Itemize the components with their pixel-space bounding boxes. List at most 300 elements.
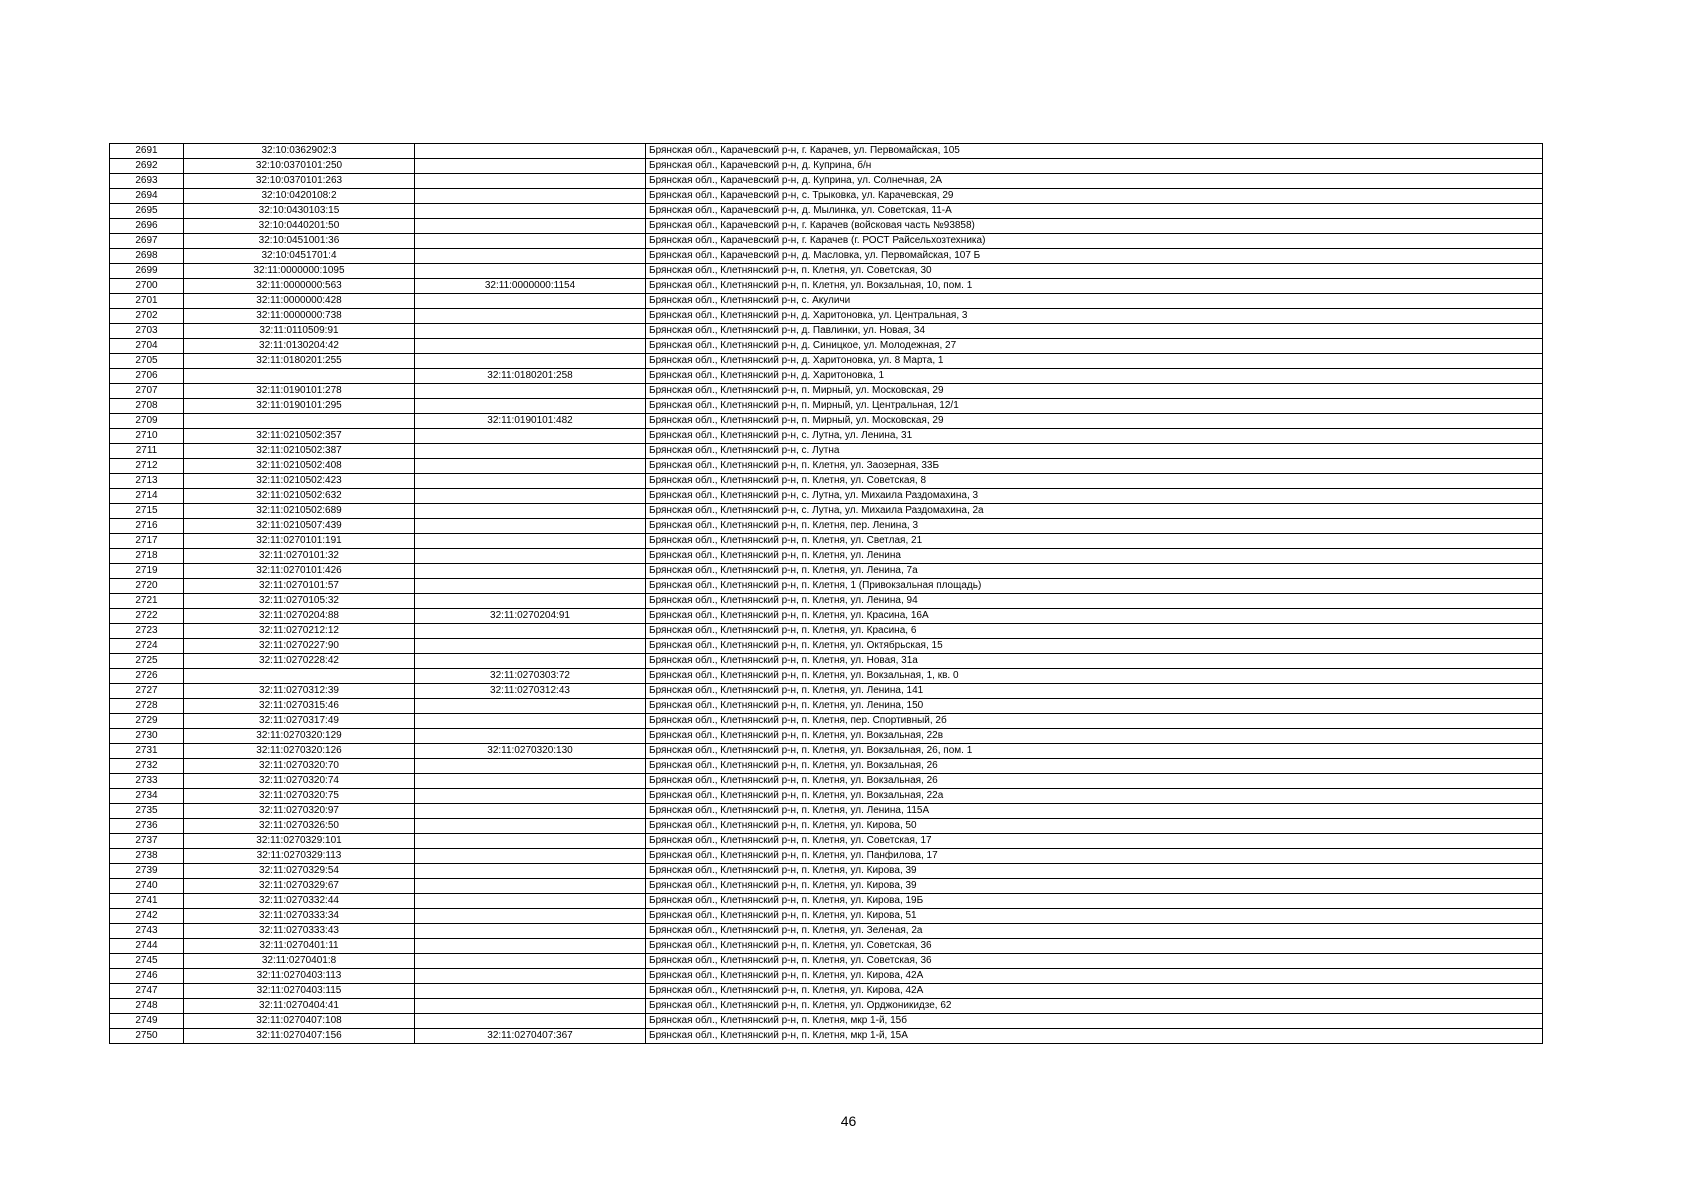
related-cadastral-number-cell (415, 954, 646, 969)
related-cadastral-number-cell (415, 894, 646, 909)
row-number-cell: 2698 (110, 249, 184, 264)
table-row (110, 504, 1543, 519)
row-number-cell: 2720 (110, 579, 184, 594)
related-cadastral-number-cell (415, 639, 646, 654)
table-row (110, 579, 1543, 594)
cadastral-number-cell: 32:10:0451001:36 (184, 234, 415, 249)
cadastral-number-cell (184, 669, 415, 684)
row-number-cell: 2694 (110, 189, 184, 204)
row-number-cell: 2692 (110, 159, 184, 174)
related-cadastral-number-cell (415, 774, 646, 789)
table-row (110, 699, 1543, 714)
cadastral-number-cell: 32:11:0270228:42 (184, 654, 415, 669)
address-cell: Брянская обл., Клетнянский р-н, п. Клетня, ул. Кирова, 42А (646, 984, 1543, 999)
cadastral-number-cell: 32:11:0180201:255 (184, 354, 415, 369)
row-number-cell: 2718 (110, 549, 184, 564)
address-cell: Брянская обл., Клетнянский р-н, д. Харитоновка, ул. Центральная, 3 (646, 309, 1543, 324)
cadastral-number-cell: 32:11:0000000:428 (184, 294, 415, 309)
related-cadastral-number-cell (415, 924, 646, 939)
related-cadastral-number-cell (415, 759, 646, 774)
address-cell: Брянская обл., Клетнянский р-н, с. Лутна, ул. Ленина, 31 (646, 429, 1543, 444)
related-cadastral-number-cell: 32:11:0180201:258 (415, 369, 646, 384)
table-row (110, 984, 1543, 999)
row-number-cell: 2748 (110, 999, 184, 1014)
related-cadastral-number-cell (415, 324, 646, 339)
related-cadastral-number-cell (415, 444, 646, 459)
row-number-cell: 2703 (110, 324, 184, 339)
address-cell: Брянская обл., Клетнянский р-н, п. Клетня, ул. Кирова, 39 (646, 879, 1543, 894)
cadastral-number-cell: 32:10:0440201:50 (184, 219, 415, 234)
cadastral-number-cell: 32:11:0270320:129 (184, 729, 415, 744)
cadastral-number-cell: 32:11:0270403:115 (184, 984, 415, 999)
related-cadastral-number-cell (415, 834, 646, 849)
table-row (110, 864, 1543, 879)
related-cadastral-number-cell (415, 624, 646, 639)
row-number-cell: 2731 (110, 744, 184, 759)
related-cadastral-number-cell (415, 234, 646, 249)
table-row (110, 234, 1543, 249)
cadastral-number-cell: 32:11:0270407:108 (184, 1014, 415, 1029)
address-cell: Брянская обл., Клетнянский р-н, п. Клетня, ул. Кирова, 19Б (646, 894, 1543, 909)
registry-table-body (110, 144, 1543, 1044)
row-number-cell: 2706 (110, 369, 184, 384)
row-number-cell: 2708 (110, 399, 184, 414)
row-number-cell: 2740 (110, 879, 184, 894)
cadastral-number-cell: 32:11:0110509:91 (184, 324, 415, 339)
table-row (110, 669, 1543, 684)
table-row (110, 249, 1543, 264)
row-number-cell: 2696 (110, 219, 184, 234)
table-row (110, 909, 1543, 924)
related-cadastral-number-cell (415, 459, 646, 474)
registry-table (109, 143, 1543, 1044)
related-cadastral-number-cell (415, 354, 646, 369)
cadastral-number-cell: 32:11:0000000:1095 (184, 264, 415, 279)
related-cadastral-number-cell (415, 594, 646, 609)
row-number-cell: 2747 (110, 984, 184, 999)
table-row (110, 489, 1543, 504)
cadastral-number-cell: 32:11:0270317:49 (184, 714, 415, 729)
row-number-cell: 2712 (110, 459, 184, 474)
table-row (110, 429, 1543, 444)
related-cadastral-number-cell (415, 909, 646, 924)
related-cadastral-number-cell (415, 564, 646, 579)
address-cell: Брянская обл., Карачевский р-н, д. Мылинка, ул. Советская, 11-А (646, 204, 1543, 219)
related-cadastral-number-cell: 32:11:0270407:367 (415, 1029, 646, 1044)
address-cell: Брянская обл., Клетнянский р-н, п. Клетня, ул. Вокзальная, 1, кв. 0 (646, 669, 1543, 684)
related-cadastral-number-cell (415, 579, 646, 594)
row-number-cell: 2745 (110, 954, 184, 969)
cadastral-number-cell: 32:11:0210502:689 (184, 504, 415, 519)
related-cadastral-number-cell (415, 399, 646, 414)
address-cell: Брянская обл., Клетнянский р-н, п. Клетня, ул. Зеленая, 2а (646, 924, 1543, 939)
row-number-cell: 2723 (110, 624, 184, 639)
row-number-cell: 2715 (110, 504, 184, 519)
cadastral-number-cell: 32:11:0270332:44 (184, 894, 415, 909)
address-cell: Брянская обл., Клетнянский р-н, п. Клетня, пер. Ленина, 3 (646, 519, 1543, 534)
cadastral-number-cell: 32:11:0270212:12 (184, 624, 415, 639)
related-cadastral-number-cell (415, 714, 646, 729)
table-row (110, 369, 1543, 384)
related-cadastral-number-cell (415, 1014, 646, 1029)
table-row (110, 549, 1543, 564)
table-row (110, 519, 1543, 534)
related-cadastral-number-cell (415, 819, 646, 834)
row-number-cell: 2713 (110, 474, 184, 489)
related-cadastral-number-cell (415, 999, 646, 1014)
cadastral-number-cell: 32:11:0270101:191 (184, 534, 415, 549)
row-number-cell: 2738 (110, 849, 184, 864)
row-number-cell: 2695 (110, 204, 184, 219)
table-row (110, 414, 1543, 429)
table-row (110, 294, 1543, 309)
table-row (110, 774, 1543, 789)
table-row (110, 564, 1543, 579)
cadastral-number-cell: 32:11:0190101:278 (184, 384, 415, 399)
row-number-cell: 2730 (110, 729, 184, 744)
related-cadastral-number-cell (415, 504, 646, 519)
cadastral-number-cell: 32:11:0270329:67 (184, 879, 415, 894)
row-number-cell: 2736 (110, 819, 184, 834)
address-cell: Брянская обл., Клетнянский р-н, п. Клетня, ул. Советская, 36 (646, 939, 1543, 954)
related-cadastral-number-cell (415, 864, 646, 879)
row-number-cell: 2702 (110, 309, 184, 324)
address-cell: Брянская обл., Клетнянский р-н, п. Клетня, ул. Красина, 6 (646, 624, 1543, 639)
address-cell: Брянская обл., Клетнянский р-н, п. Клетня, ул. Орджоникидзе, 62 (646, 999, 1543, 1014)
row-number-cell: 2717 (110, 534, 184, 549)
address-cell: Брянская обл., Клетнянский р-н, п. Клетня, ул. Вокзальная, 26 (646, 759, 1543, 774)
related-cadastral-number-cell: 32:11:0000000:1154 (415, 279, 646, 294)
related-cadastral-number-cell (415, 849, 646, 864)
row-number-cell: 2724 (110, 639, 184, 654)
cadastral-number-cell: 32:11:0270401:11 (184, 939, 415, 954)
row-number-cell: 2749 (110, 1014, 184, 1029)
address-cell: Брянская обл., Клетнянский р-н, п. Клетня, ул. Ленина, 115А (646, 804, 1543, 819)
table-row (110, 954, 1543, 969)
table-row (110, 474, 1543, 489)
related-cadastral-number-cell (415, 294, 646, 309)
table-row (110, 879, 1543, 894)
address-cell: Брянская обл., Клетнянский р-н, п. Клетня, ул. Светлая, 21 (646, 534, 1543, 549)
table-row (110, 729, 1543, 744)
address-cell: Брянская обл., Клетнянский р-н, п. Мирный, ул. Московская, 29 (646, 384, 1543, 399)
address-cell: Брянская обл., Клетнянский р-н, п. Клетня, пер. Спортивный, 2б (646, 714, 1543, 729)
related-cadastral-number-cell (415, 549, 646, 564)
address-cell: Брянская обл., Клетнянский р-н, п. Клетня, мкр 1-й, 15А (646, 1029, 1543, 1044)
row-number-cell: 2727 (110, 684, 184, 699)
row-number-cell: 2737 (110, 834, 184, 849)
cadastral-number-cell: 32:11:0270204:88 (184, 609, 415, 624)
table-row (110, 999, 1543, 1014)
related-cadastral-number-cell (415, 534, 646, 549)
cadastral-number-cell: 32:11:0270329:113 (184, 849, 415, 864)
address-cell: Брянская обл., Клетнянский р-н, п. Клетня, ул. Новая, 31а (646, 654, 1543, 669)
cadastral-number-cell: 32:11:0000000:563 (184, 279, 415, 294)
related-cadastral-number-cell (415, 189, 646, 204)
related-cadastral-number-cell (415, 729, 646, 744)
table-row (110, 459, 1543, 474)
address-cell: Брянская обл., Клетнянский р-н, п. Клетня, ул. Ленина, 150 (646, 699, 1543, 714)
address-cell: Брянская обл., Клетнянский р-н, п. Клетня, ул. Советская, 30 (646, 264, 1543, 279)
cadastral-number-cell: 32:11:0270320:126 (184, 744, 415, 759)
cadastral-number-cell: 32:11:0270101:57 (184, 579, 415, 594)
cadastral-number-cell: 32:11:0270320:97 (184, 804, 415, 819)
row-number-cell: 2719 (110, 564, 184, 579)
cadastral-number-cell: 32:11:0270333:43 (184, 924, 415, 939)
table-row (110, 384, 1543, 399)
table-row (110, 354, 1543, 369)
address-cell: Брянская обл., Клетнянский р-н, п. Клетня, ул. Вокзальная, 22а (646, 789, 1543, 804)
cadastral-number-cell: 32:11:0270333:34 (184, 909, 415, 924)
related-cadastral-number-cell (415, 309, 646, 324)
row-number-cell: 2729 (110, 714, 184, 729)
cadastral-number-cell: 32:11:0210502:387 (184, 444, 415, 459)
table-row (110, 924, 1543, 939)
row-number-cell: 2725 (110, 654, 184, 669)
table-row (110, 819, 1543, 834)
table-row (110, 309, 1543, 324)
table-row (110, 789, 1543, 804)
cadastral-number-cell: 32:11:0210502:408 (184, 459, 415, 474)
address-cell: Брянская обл., Клетнянский р-н, п. Клетня, ул. Ленина, 141 (646, 684, 1543, 699)
address-cell: Брянская обл., Карачевский р-н, д. Куприна, б/н (646, 159, 1543, 174)
row-number-cell: 2716 (110, 519, 184, 534)
cadastral-number-cell (184, 414, 415, 429)
related-cadastral-number-cell (415, 489, 646, 504)
row-number-cell: 2710 (110, 429, 184, 444)
table-row (110, 969, 1543, 984)
table-row (110, 534, 1543, 549)
cadastral-number-cell: 32:11:0270105:32 (184, 594, 415, 609)
row-number-cell: 2726 (110, 669, 184, 684)
row-number-cell: 2711 (110, 444, 184, 459)
table-row (110, 264, 1543, 279)
table-row (110, 399, 1543, 414)
row-number-cell: 2691 (110, 144, 184, 159)
table-row (110, 744, 1543, 759)
table-row (110, 144, 1543, 159)
row-number-cell: 2707 (110, 384, 184, 399)
related-cadastral-number-cell (415, 264, 646, 279)
cadastral-number-cell: 32:11:0000000:738 (184, 309, 415, 324)
row-number-cell: 2744 (110, 939, 184, 954)
cadastral-number-cell: 32:11:0210502:423 (184, 474, 415, 489)
related-cadastral-number-cell (415, 519, 646, 534)
row-number-cell: 2733 (110, 774, 184, 789)
table-row (110, 1029, 1543, 1044)
cadastral-number-cell: 32:11:0270403:113 (184, 969, 415, 984)
row-number-cell: 2701 (110, 294, 184, 309)
table-row (110, 654, 1543, 669)
address-cell: Брянская обл., Клетнянский р-н, д. Харитоновка, 1 (646, 369, 1543, 384)
related-cadastral-number-cell (415, 699, 646, 714)
related-cadastral-number-cell (415, 219, 646, 234)
row-number-cell: 2746 (110, 969, 184, 984)
row-number-cell: 2743 (110, 924, 184, 939)
table-row (110, 189, 1543, 204)
table-row (110, 324, 1543, 339)
cadastral-number-cell: 32:10:0420108:2 (184, 189, 415, 204)
row-number-cell: 2721 (110, 594, 184, 609)
row-number-cell: 2699 (110, 264, 184, 279)
cadastral-number-cell: 32:10:0451701:4 (184, 249, 415, 264)
row-number-cell: 2741 (110, 894, 184, 909)
address-cell: Брянская обл., Клетнянский р-н, д. Синицкое, ул. Молодежная, 27 (646, 339, 1543, 354)
row-number-cell: 2739 (110, 864, 184, 879)
related-cadastral-number-cell: 32:11:0270204:91 (415, 609, 646, 624)
related-cadastral-number-cell: 32:11:0270320:130 (415, 744, 646, 759)
cadastral-number-cell: 32:11:0270315:46 (184, 699, 415, 714)
address-cell: Брянская обл., Клетнянский р-н, п. Клетня, ул. Ленина (646, 549, 1543, 564)
table-row (110, 219, 1543, 234)
cadastral-number-cell: 32:11:0270320:70 (184, 759, 415, 774)
address-cell: Брянская обл., Клетнянский р-н, п. Клетня, ул. Кирова, 50 (646, 819, 1543, 834)
address-cell: Брянская обл., Клетнянский р-н, п. Клетня, 1 (Привокзальная площадь) (646, 579, 1543, 594)
cadastral-number-cell: 32:11:0270326:50 (184, 819, 415, 834)
address-cell: Брянская обл., Клетнянский р-н, п. Клетня, ул. Советская, 36 (646, 954, 1543, 969)
related-cadastral-number-cell (415, 984, 646, 999)
cadastral-number-cell: 32:11:0190101:295 (184, 399, 415, 414)
row-number-cell: 2700 (110, 279, 184, 294)
table-row (110, 279, 1543, 294)
table-row (110, 159, 1543, 174)
address-cell: Брянская обл., Карачевский р-н, д. Масловка, ул. Первомайская, 107 Б (646, 249, 1543, 264)
table-row (110, 639, 1543, 654)
cadastral-number-cell: 32:11:0270312:39 (184, 684, 415, 699)
address-cell: Брянская обл., Клетнянский р-н, п. Клетня, ул. Вокзальная, 26 (646, 774, 1543, 789)
table-row (110, 894, 1543, 909)
related-cadastral-number-cell: 32:11:0270312:43 (415, 684, 646, 699)
table-row (110, 594, 1543, 609)
related-cadastral-number-cell (415, 789, 646, 804)
row-number-cell: 2732 (110, 759, 184, 774)
address-cell: Брянская обл., Карачевский р-н, с. Трыковка, ул. Карачевская, 29 (646, 189, 1543, 204)
related-cadastral-number-cell (415, 339, 646, 354)
table-row (110, 1014, 1543, 1029)
cadastral-number-cell: 32:10:0370101:250 (184, 159, 415, 174)
row-number-cell: 2704 (110, 339, 184, 354)
related-cadastral-number-cell (415, 654, 646, 669)
related-cadastral-number-cell (415, 879, 646, 894)
row-number-cell: 2709 (110, 414, 184, 429)
address-cell: Брянская обл., Клетнянский р-н, п. Клетня, ул. Вокзальная, 22в (646, 729, 1543, 744)
related-cadastral-number-cell (415, 249, 646, 264)
address-cell: Брянская обл., Клетнянский р-н, п. Клетня, ул. Панфилова, 17 (646, 849, 1543, 864)
address-cell: Брянская обл., Карачевский р-н, г. Карачев (войсковая часть №93858) (646, 219, 1543, 234)
address-cell: Брянская обл., Клетнянский р-н, п. Мирный, ул. Московская, 29 (646, 414, 1543, 429)
address-cell: Брянская обл., Клетнянский р-н, п. Клетня, ул. Заозерная, 33Б (646, 459, 1543, 474)
table-row (110, 939, 1543, 954)
address-cell: Брянская обл., Клетнянский р-н, п. Клетня, ул. Кирова, 51 (646, 909, 1543, 924)
related-cadastral-number-cell: 32:11:0190101:482 (415, 414, 646, 429)
row-number-cell: 2705 (110, 354, 184, 369)
cadastral-number-cell: 32:11:0210507:439 (184, 519, 415, 534)
cadastral-number-cell (184, 369, 415, 384)
row-number-cell: 2734 (110, 789, 184, 804)
table-row (110, 849, 1543, 864)
table-row (110, 624, 1543, 639)
address-cell: Брянская обл., Клетнянский р-н, п. Клетня, ул. Вокзальная, 26, пом. 1 (646, 744, 1543, 759)
cadastral-number-cell: 32:10:0370101:263 (184, 174, 415, 189)
cadastral-number-cell: 32:11:0270227:90 (184, 639, 415, 654)
table-row (110, 714, 1543, 729)
row-number-cell: 2728 (110, 699, 184, 714)
address-cell: Брянская обл., Клетнянский р-н, с. Лутна, ул. Михаила Раздомахина, 3 (646, 489, 1543, 504)
cadastral-number-cell: 32:11:0270320:74 (184, 774, 415, 789)
related-cadastral-number-cell (415, 804, 646, 819)
cadastral-number-cell: 32:11:0270407:156 (184, 1029, 415, 1044)
cadastral-number-cell: 32:11:0130204:42 (184, 339, 415, 354)
row-number-cell: 2750 (110, 1029, 184, 1044)
address-cell: Брянская обл., Карачевский р-н, д. Куприна, ул. Солнечная, 2А (646, 174, 1543, 189)
table-row (110, 174, 1543, 189)
address-cell: Брянская обл., Клетнянский р-н, п. Клетня, ул. Кирова, 42А (646, 969, 1543, 984)
related-cadastral-number-cell (415, 429, 646, 444)
table-row (110, 204, 1543, 219)
address-cell: Брянская обл., Клетнянский р-н, п. Клетня, ул. Ленина, 7а (646, 564, 1543, 579)
address-cell: Брянская обл., Клетнянский р-н, п. Клетня, ул. Вокзальная, 10, пом. 1 (646, 279, 1543, 294)
address-cell: Брянская обл., Клетнянский р-н, п. Мирный, ул. Центральная, 12/1 (646, 399, 1543, 414)
related-cadastral-number-cell: 32:11:0270303:72 (415, 669, 646, 684)
related-cadastral-number-cell (415, 939, 646, 954)
address-cell: Брянская обл., Клетнянский р-н, п. Клетня, ул. Кирова, 39 (646, 864, 1543, 879)
address-cell: Брянская обл., Клетнянский р-н, с. Лутна, ул. Михаила Раздомахина, 2а (646, 504, 1543, 519)
address-cell: Брянская обл., Карачевский р-н, г. Карачев (г. РОСТ Райсельхозтехника) (646, 234, 1543, 249)
table-row (110, 684, 1543, 699)
cadastral-number-cell: 32:10:0362902:3 (184, 144, 415, 159)
cadastral-number-cell: 32:11:0210502:632 (184, 489, 415, 504)
cadastral-number-cell: 32:11:0270329:54 (184, 864, 415, 879)
cadastral-number-cell: 32:11:0270329:101 (184, 834, 415, 849)
page-number: 46 (840, 1113, 857, 1129)
row-number-cell: 2735 (110, 804, 184, 819)
address-cell: Брянская обл., Клетнянский р-н, п. Клетня, ул. Октябрьская, 15 (646, 639, 1543, 654)
related-cadastral-number-cell (415, 474, 646, 489)
table-row (110, 804, 1543, 819)
table-row (110, 759, 1543, 774)
cadastral-number-cell: 32:11:0210502:357 (184, 429, 415, 444)
related-cadastral-number-cell (415, 159, 646, 174)
address-cell: Брянская обл., Клетнянский р-н, п. Клетня, ул. Советская, 8 (646, 474, 1543, 489)
table-row (110, 339, 1543, 354)
address-cell: Брянская обл., Клетнянский р-н, п. Клетня, ул. Красина, 16А (646, 609, 1543, 624)
related-cadastral-number-cell (415, 384, 646, 399)
address-cell: Брянская обл., Клетнянский р-н, д. Харитоновка, ул. 8 Марта, 1 (646, 354, 1543, 369)
table-row (110, 609, 1543, 624)
address-cell: Брянская обл., Клетнянский р-н, с. Акуличи (646, 294, 1543, 309)
row-number-cell: 2697 (110, 234, 184, 249)
table-row (110, 834, 1543, 849)
cadastral-number-cell: 32:11:0270320:75 (184, 789, 415, 804)
address-cell: Брянская обл., Клетнянский р-н, п. Клетня, мкр 1-й, 15б (646, 1014, 1543, 1029)
address-cell: Брянская обл., Клетнянский р-н, п. Клетня, ул. Советская, 17 (646, 834, 1543, 849)
row-number-cell: 2714 (110, 489, 184, 504)
cadastral-number-cell: 32:11:0270101:32 (184, 549, 415, 564)
address-cell: Брянская обл., Клетнянский р-н, п. Клетня, ул. Ленина, 94 (646, 594, 1543, 609)
related-cadastral-number-cell (415, 969, 646, 984)
cadastral-number-cell: 32:10:0430103:15 (184, 204, 415, 219)
row-number-cell: 2722 (110, 609, 184, 624)
address-cell: Брянская обл., Клетнянский р-н, с. Лутна (646, 444, 1543, 459)
address-cell: Брянская обл., Клетнянский р-н, д. Павлинки, ул. Новая, 34 (646, 324, 1543, 339)
related-cadastral-number-cell (415, 174, 646, 189)
row-number-cell: 2742 (110, 909, 184, 924)
cadastral-number-cell: 32:11:0270404:41 (184, 999, 415, 1014)
table-row (110, 444, 1543, 459)
related-cadastral-number-cell (415, 144, 646, 159)
row-number-cell: 2693 (110, 174, 184, 189)
address-cell: Брянская обл., Карачевский р-н, г. Карачев, ул. Первомайская, 105 (646, 144, 1543, 159)
